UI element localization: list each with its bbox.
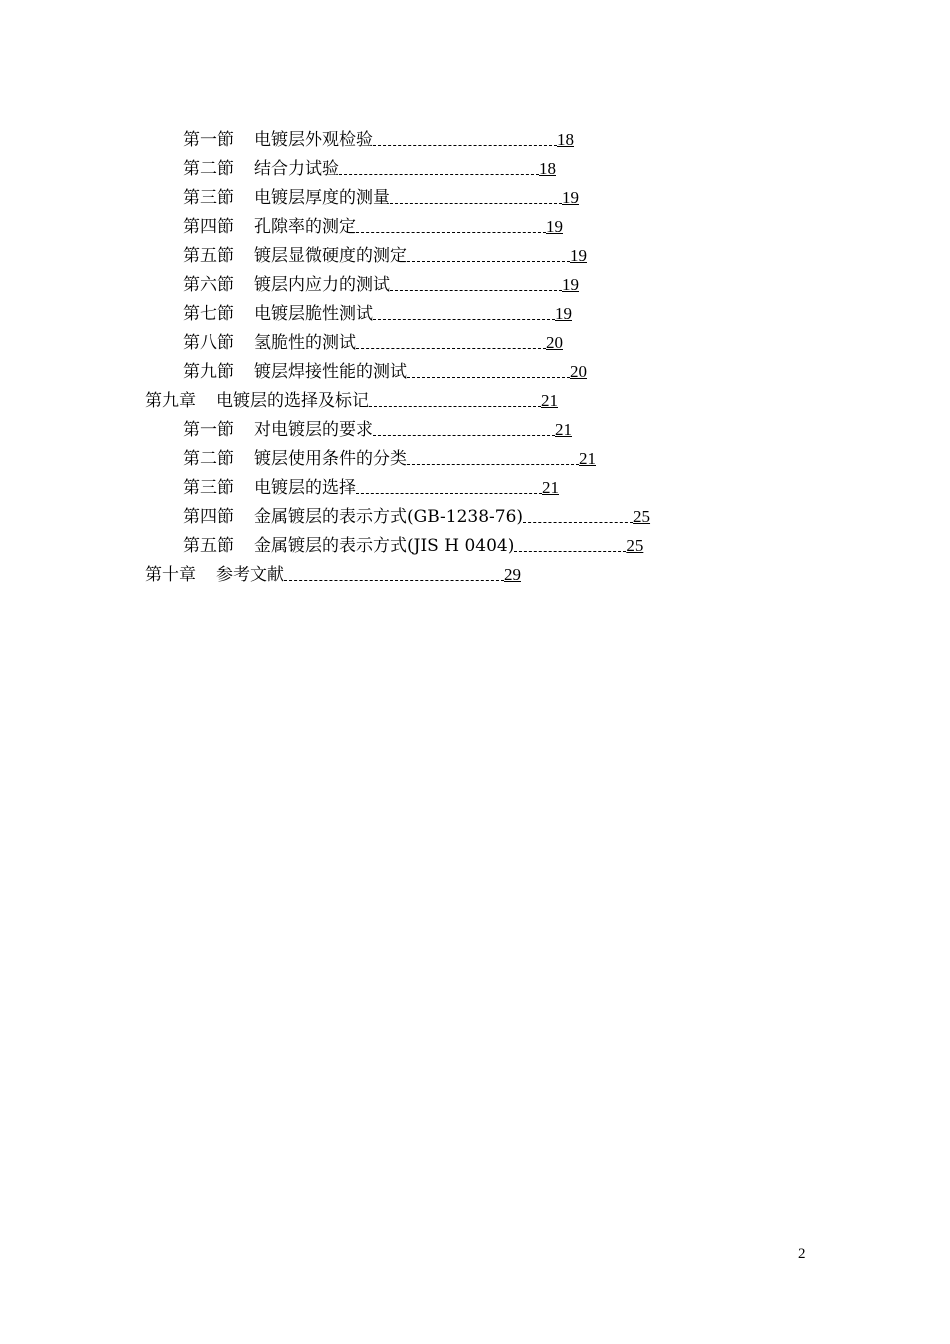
toc-entry-page: 18 <box>539 159 556 178</box>
toc-entry-number: 第三節 <box>183 188 234 208</box>
toc-leader <box>369 387 541 407</box>
toc-entry-page: 18 <box>557 130 574 149</box>
toc-leader <box>373 126 557 146</box>
toc-entry-page: 19 <box>546 217 563 236</box>
toc-entry-page: 19 <box>562 275 579 294</box>
toc-entry-title: 对电镀层的要求 <box>254 420 373 440</box>
toc-entry-title: 电镀层脆性测试 <box>254 304 373 324</box>
toc-entry-title: 镀层使用条件的分类 <box>254 449 407 469</box>
toc-entry[interactable] <box>183 213 563 241</box>
toc-leader <box>390 184 562 204</box>
toc-entry-number: 第五節 <box>183 536 234 556</box>
toc-entry-page: 21 <box>541 391 558 410</box>
toc-entry-page: 29 <box>504 565 521 584</box>
toc-entry-page: 25 <box>626 536 644 555</box>
toc-entry-title: 电镀层厚度的测量 <box>254 188 390 208</box>
toc-entry[interactable] <box>183 184 579 212</box>
toc-entry-number: 第十章 <box>145 565 196 585</box>
toc-entry-page: 21 <box>542 478 559 497</box>
toc-entry-title: 镀层显微硬度的测定 <box>254 246 407 266</box>
toc-entry[interactable] <box>183 329 563 357</box>
toc-entry-number: 第九章 <box>145 391 196 411</box>
toc-entry-title: 氢脆性的测试 <box>254 333 356 353</box>
toc-leader <box>356 213 546 233</box>
toc-entry-page: 19 <box>570 246 587 265</box>
toc-chapter-entry[interactable] <box>145 387 558 415</box>
toc-entry-title: 电镀层的选择 <box>254 478 356 498</box>
toc-entry-page: 21 <box>579 449 596 468</box>
toc-entry-number: 第七節 <box>183 304 234 324</box>
toc-entry-number: 第二節 <box>183 449 234 469</box>
toc-entry-title: 金属镀层的表示方式(JIS H 0404) <box>254 536 515 556</box>
toc-leader <box>407 242 570 262</box>
toc-leader <box>373 300 555 320</box>
toc-leader <box>373 416 555 436</box>
toc-entry-number: 第八節 <box>183 333 234 353</box>
toc-entry-title: 电镀层外观检验 <box>254 130 373 150</box>
page-number: 2 <box>798 1246 806 1262</box>
toc-chapter-entry[interactable] <box>145 561 521 589</box>
toc-entry-number: 第四節 <box>183 507 234 527</box>
toc-entry[interactable] <box>183 416 572 444</box>
toc-entry-title: 镀层内应力的测试 <box>254 275 390 295</box>
toc-entry-number: 第三節 <box>183 478 234 498</box>
toc-entry[interactable] <box>183 271 579 299</box>
toc-entry[interactable] <box>183 445 596 473</box>
toc-entry-title: 金属镀层的表示方式(GB-1238-76) <box>254 507 524 527</box>
toc-entry-title: 镀层焊接性能的测试 <box>254 362 407 382</box>
toc-entry[interactable] <box>183 242 587 270</box>
toc-entry-number: 第六節 <box>183 275 234 295</box>
toc-entry[interactable] <box>183 126 574 154</box>
toc-entry[interactable] <box>183 532 643 560</box>
toc-entry-number: 第二節 <box>183 159 234 179</box>
toc-entry-page: 20 <box>570 362 587 381</box>
toc-entry[interactable] <box>183 474 559 502</box>
toc-entry-page: 25 <box>633 507 651 526</box>
toc-entry-title: 参考文献 <box>216 565 284 585</box>
toc-leader <box>514 532 626 552</box>
toc-leader <box>523 503 633 523</box>
toc-entry-number: 第一節 <box>183 420 234 440</box>
toc-entry-page: 21 <box>555 420 572 439</box>
toc-entry-title: 电镀层的选择及标记 <box>216 391 369 411</box>
toc-entry-number: 第九節 <box>183 362 234 382</box>
toc-entry-page: 19 <box>562 188 579 207</box>
toc-leader <box>390 271 562 291</box>
toc-leader <box>407 445 579 465</box>
toc-entry[interactable] <box>183 155 556 183</box>
toc-entry-page: 20 <box>546 333 563 352</box>
toc-leader <box>356 329 546 349</box>
toc-leader <box>407 358 570 378</box>
toc-entry[interactable] <box>183 358 587 386</box>
toc-entry-number: 第四節 <box>183 217 234 237</box>
toc-entry-title: 孔隙率的测定 <box>254 217 356 237</box>
toc-leader <box>284 561 504 581</box>
toc-entry-number: 第一節 <box>183 130 234 150</box>
toc-entry-title: 结合力试验 <box>254 159 339 179</box>
toc-leader <box>356 474 542 494</box>
toc-leader <box>339 155 539 175</box>
toc-entry[interactable] <box>183 503 650 531</box>
toc-entry-page: 19 <box>555 304 572 323</box>
toc-entry[interactable] <box>183 300 572 328</box>
toc-entry-number: 第五節 <box>183 246 234 266</box>
